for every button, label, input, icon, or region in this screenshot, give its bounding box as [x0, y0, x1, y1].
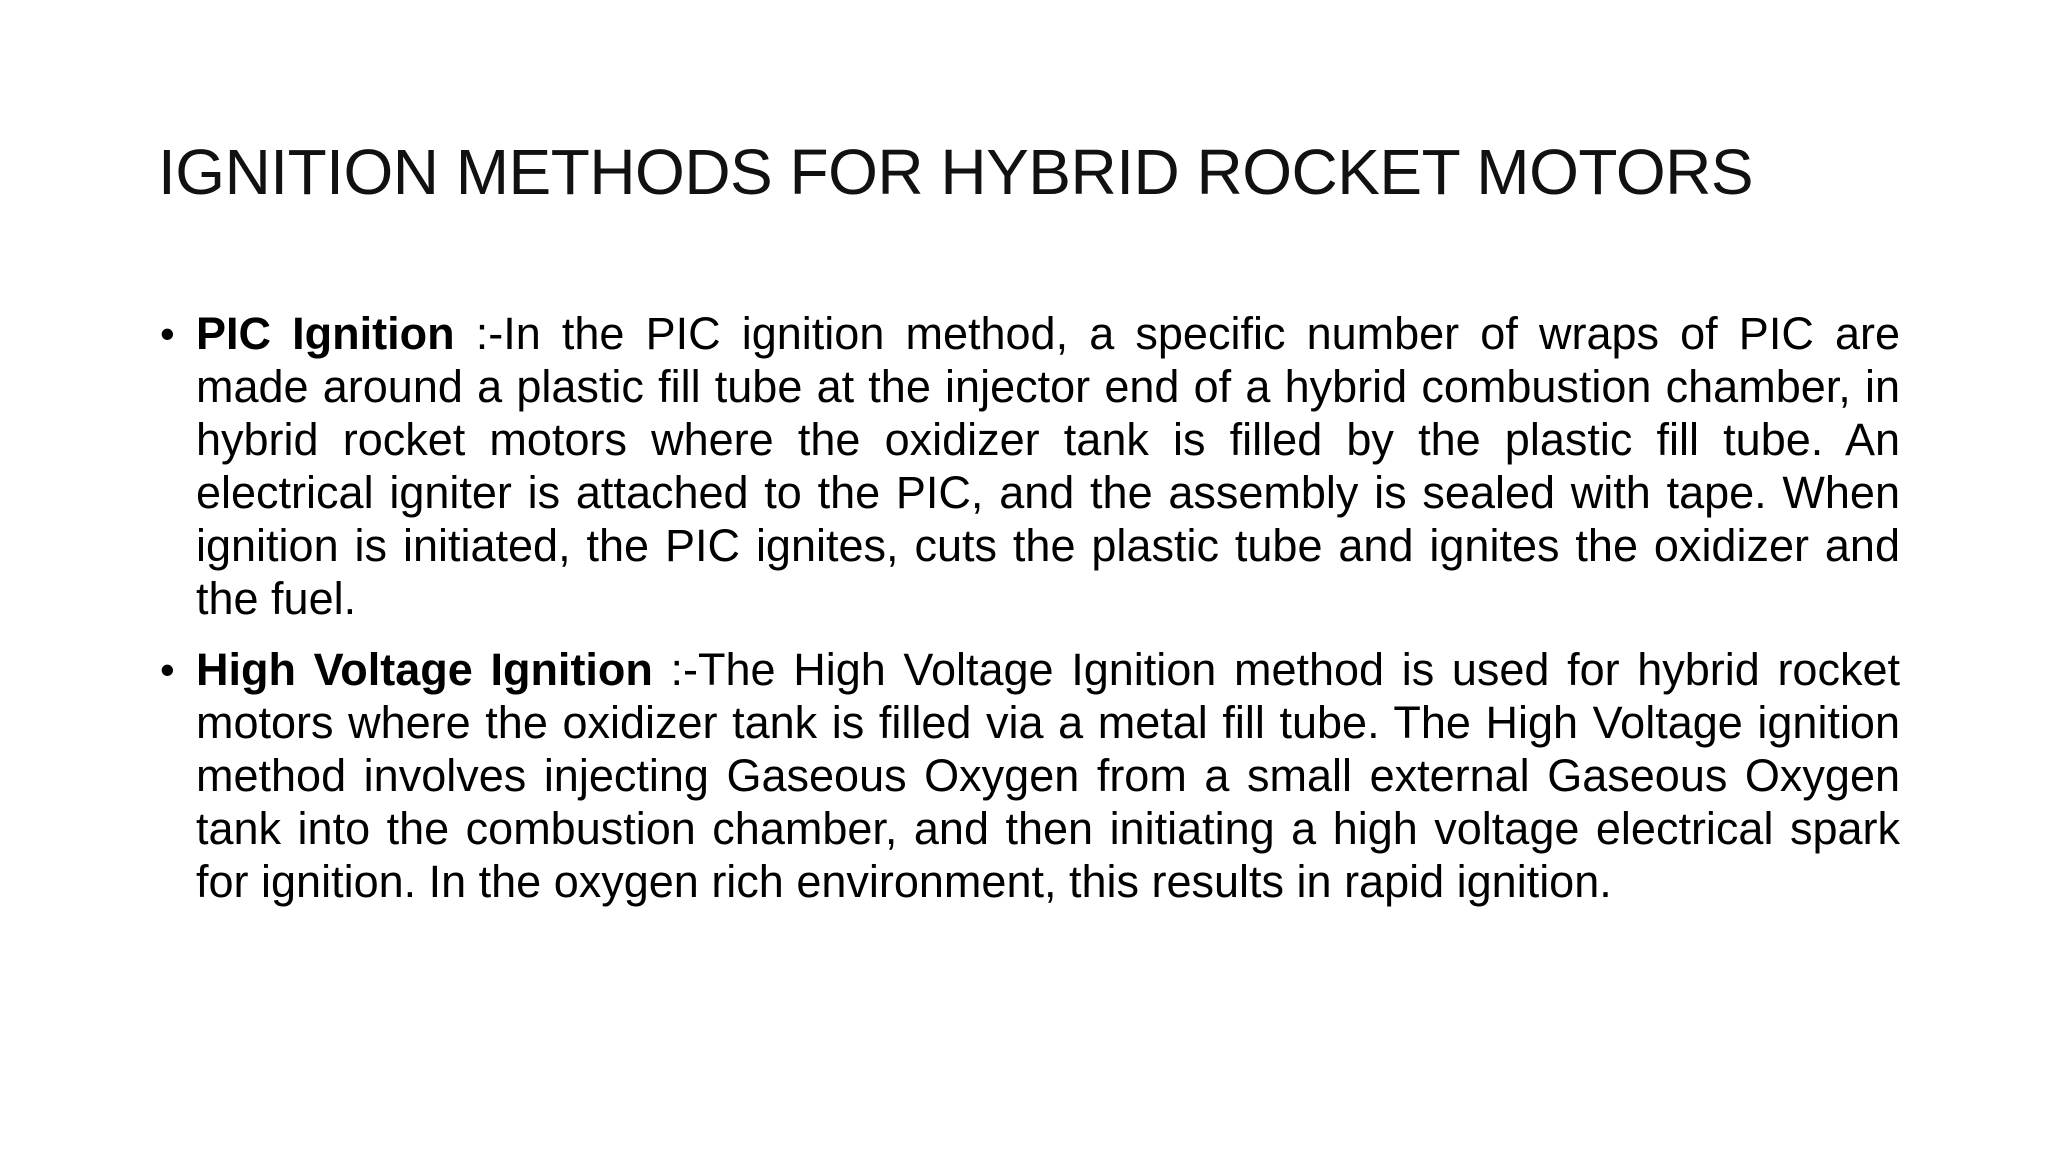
bullet-term: PIC Ignition [196, 308, 455, 359]
bullet-icon: • [160, 310, 175, 357]
bullet-list [160, 307, 1900, 926]
bullet-description: :-In the PIC ignition method, a specific number of wraps of PIC are made around a plastic fill tube at the injector end of a hybrid combustion chamber, in hybrid rocket motors where the oxidizer tank is filled by the plastic fill tube. An electrical igniter is attached to the PIC, and the assembly is sealed with tape. When ignition is initiated, the PIC ignites, cuts the plastic tube and ignites the oxidizer and the fuel. [196, 308, 1901, 624]
bullet-term: High Voltage Ignition [196, 644, 653, 695]
bullet-item-pic-ignition [160, 307, 1900, 625]
bullet-description: :-The High Voltage Ignition method is used for hybrid rocket motors where the oxidizer tank is filled via a metal fill tube. The High Voltage ignition method involves injecting Gaseous Oxygen from a small external Gaseous Oxygen tank into the combustion chamber, and then initiating a high voltage electrical spark for ignition. In the oxygen rich environment, this results in rapid ignition. [196, 644, 1900, 907]
bullet-icon: • [160, 646, 175, 693]
slide-title: IGNITION METHODS FOR HYBRID ROCKET MOTORS [158, 136, 1753, 208]
bullet-item-high-voltage-ignition [160, 643, 1900, 908]
